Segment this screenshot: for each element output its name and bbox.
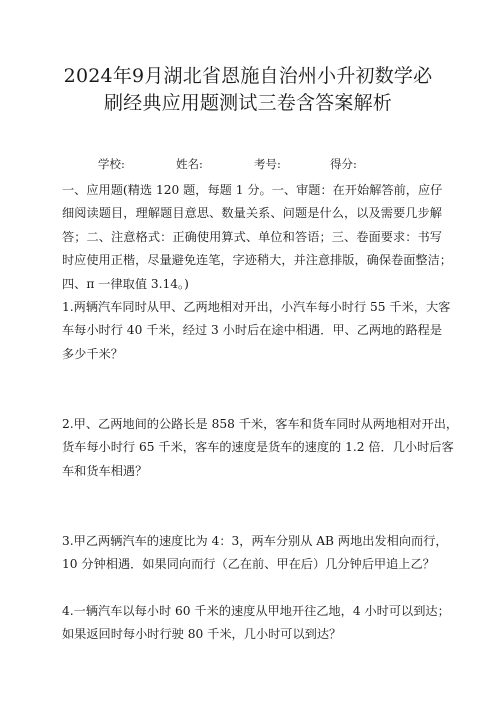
instructions-paragraph bbox=[62, 179, 452, 296]
question-line: 4.一辆汽车以每小时 60 千米的速度从甲地开往乙地，4 小时可以到达； bbox=[62, 604, 450, 618]
instructions-line: 答；二、注意格式：正确使用算式、单位和答语；三、卷面要求：书写 bbox=[62, 229, 442, 244]
instructions-line: 一、应用题(精选 120 题，每题 1 分。一、审题：在开始解答前，应仔 bbox=[62, 183, 443, 197]
school-field-label: 学校: bbox=[98, 157, 125, 171]
score-field-label: 得分: bbox=[330, 157, 357, 171]
question-line: 车和货车相遇？ bbox=[62, 463, 148, 478]
question-line: 如果返回时每小时行驶 80 千米，几小时可以到达？ bbox=[62, 627, 342, 642]
instructions-line: 四、π 一律取值 3.14。) bbox=[62, 276, 189, 291]
question-line: 货车每小时行 65 千米，客车的速度是货车的速度的 1.2 倍．几小时后客 bbox=[62, 440, 454, 455]
document-title-line-1: 2024年9月湖北省恩施自治州小升初数学必 bbox=[63, 65, 433, 87]
question-line: 1.两辆汽车同时从甲、乙两地相对开出，小汽车每小时行 55 千米，大客 bbox=[62, 300, 451, 314]
student-info-row bbox=[0, 156, 496, 172]
name-field-label: 姓名: bbox=[176, 157, 203, 171]
question-4 bbox=[62, 600, 450, 647]
question-line: 车每小时行 40 千米，经过 3 小时后在途中相遇．甲、乙两地的路程是 bbox=[62, 323, 443, 338]
question-line: 10 分钟相遇．如果同向而行（乙在前、甲在后）几分钟后甲追上乙？ bbox=[62, 557, 435, 572]
instructions-line: 细阅读题目，理解题目意思、数量关系、问题是什么，以及需要几步解 bbox=[62, 206, 442, 221]
question-line: 2.甲、乙两地间的公路长是 858 千米，客车和货车同时从两地相对开出， bbox=[62, 417, 459, 431]
question-line: 3.甲乙两辆汽车的速度比为 4：3，两车分别从 AB 两地出发相向而行， bbox=[62, 534, 448, 548]
document-title-line-2: 刷经典应用题测试三卷含答案解析 bbox=[103, 92, 392, 114]
question-3 bbox=[62, 530, 448, 577]
exam-number-field-label: 考号: bbox=[254, 157, 281, 171]
instructions-line: 时应使用正楷，尽量避免连笔，字迹稍大，并注意排版，确保卷面整洁； bbox=[62, 253, 452, 268]
question-line: 多少千米？ bbox=[62, 346, 123, 361]
question-2 bbox=[62, 413, 459, 483]
question-1 bbox=[62, 296, 451, 366]
